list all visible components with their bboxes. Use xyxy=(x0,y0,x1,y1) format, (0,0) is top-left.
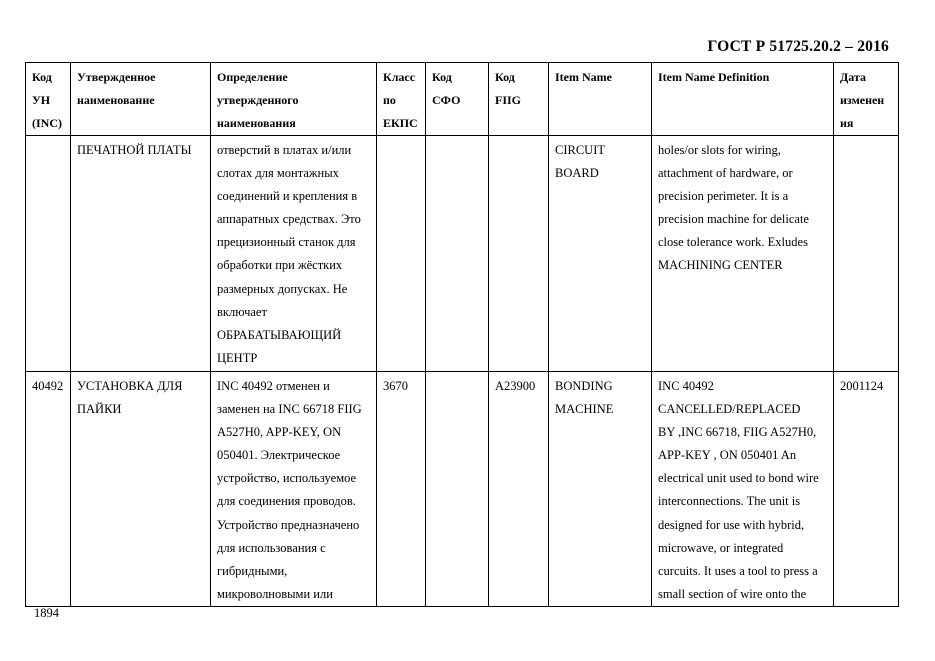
cell-item-name: CIRCUIT BOARD xyxy=(549,136,652,372)
col-header-sfo-code: Код СФО xyxy=(426,63,489,136)
cell-definition: отверстий в платах и/или слотах для монтажных соединений и крепления в аппаратных средствах. Это прецизионный станок для обработки при жёстких размерных допусках. Не включает ОБРАБАТЫВАЮЩИЙ ЦЕНТР xyxy=(211,136,377,372)
standard-code: ГОСТ Р 51725.20.2 – 2016 xyxy=(707,38,889,55)
cell-fiig-code: A23900 xyxy=(489,372,549,607)
col-header-item-definition: Item Name Definition xyxy=(652,63,834,136)
col-header-inc: Код УН (INC) xyxy=(26,63,71,136)
cell-definition: INC 40492 отменен и заменен на INC 66718 FIIG A527H0, APP-KEY, ON 050401. Электрическое устройство, используемое для соединения проводов. Устройство предназначено для использования с гибридными, микроволновыми или xyxy=(211,372,377,607)
table-row xyxy=(26,372,899,607)
cell-sfo-code xyxy=(426,136,489,372)
cell-change-date: 2001124 xyxy=(834,372,899,607)
cell-item-name: BONDING MACHINE xyxy=(549,372,652,607)
classification-table xyxy=(25,62,899,607)
cell-fiig-code xyxy=(489,136,549,372)
table-header-row xyxy=(26,63,899,136)
col-header-approved-name: Утвержденное наименование xyxy=(71,63,211,136)
col-header-definition: Определение утвержденного наименования xyxy=(211,63,377,136)
cell-item-definition: holes/or slots for wiring, attachment of hardware, or precision perimeter. It is a precision machine for delicate close tolerance work. Exludes MACHINING CENTER xyxy=(652,136,834,372)
cell-ekps-class xyxy=(377,136,426,372)
col-header-fiig-code: Код FIIG xyxy=(489,63,549,136)
col-header-item-name: Item Name xyxy=(549,63,652,136)
cell-change-date xyxy=(834,136,899,372)
cell-inc xyxy=(26,136,71,372)
cell-item-definition: INC 40492 CANCELLED/REPLACED BY ,INC 66718, FIIG A527H0, APP-KEY , ON 050401 An electrical unit used to bond wire interconnections. The unit is designed for use with hybrid, microwave, or integrated curcuits. It uses a tool to press a small section of wire onto the xyxy=(652,372,834,607)
page-number: 1894 xyxy=(34,606,59,620)
cell-approved-name: УСТАНОВКА ДЛЯ ПАЙКИ xyxy=(71,372,211,607)
cell-approved-name: ПЕЧАТНОЙ ПЛАТЫ xyxy=(71,136,211,372)
col-header-ekps-class: Класс по ЕКПС xyxy=(377,63,426,136)
cell-ekps-class: 3670 xyxy=(377,372,426,607)
col-header-change-date: Дата изменен ия xyxy=(834,63,899,136)
cell-inc: 40492 xyxy=(26,372,71,607)
table-row xyxy=(26,136,899,372)
cell-sfo-code xyxy=(426,372,489,607)
